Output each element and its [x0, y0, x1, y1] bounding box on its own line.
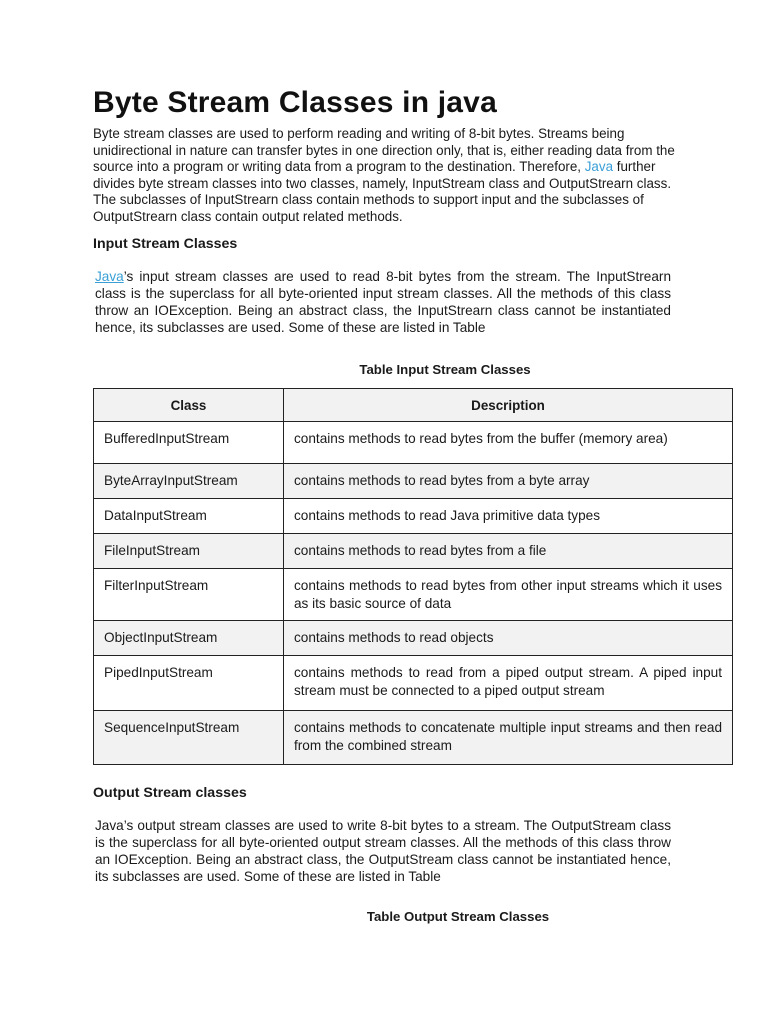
- table-row: [94, 499, 733, 534]
- description-cell: contains methods to read bytes from other input streams which it uses as its basic source of data: [284, 569, 733, 621]
- table-row: [94, 464, 733, 499]
- class-cell: SequenceInputStream: [94, 711, 284, 765]
- intro-text-start: Byte stream classes are used to perform reading and writing of 8-bit bytes. Streams being unidirectional in nature can transfer bytes in one direction only, that is, either reading data from the source into a program or writing data from a program to the destination. Therefore,: [93, 126, 675, 175]
- class-cell: FileInputStream: [94, 534, 284, 569]
- class-cell: ObjectInputStream: [94, 621, 284, 656]
- input-stream-table: [93, 388, 733, 765]
- output-table-caption: Table Output Stream Classes: [366, 909, 550, 924]
- table-header-row: [94, 389, 733, 422]
- page-title: Byte Stream Classes in java: [93, 86, 497, 119]
- table-row: [94, 621, 733, 656]
- output-paragraph: Java’s output stream classes are used to write 8-bit bytes to a stream. The OutputStream class is the superclass for all byte-oriented output stream classes. All the methods of this class throw an IOException. Being an abstract class, the OutputStream class cannot be instantiated hence, its subclasses are used. Some of these are listed in Table: [95, 818, 671, 884]
- description-cell: contains methods to read objects: [284, 621, 733, 656]
- class-cell: FilterInputStream: [94, 569, 284, 621]
- description-cell: contains methods to read bytes from a byte array: [284, 464, 733, 499]
- class-cell: DataInputStream: [94, 499, 284, 534]
- java-link[interactable]: Java: [584, 159, 614, 175]
- input-paragraph: [95, 268, 671, 336]
- intro-paragraph: [93, 126, 685, 226]
- table-row: [94, 711, 733, 765]
- output-section-heading: Output Stream classes: [93, 785, 247, 801]
- input-section-heading: Input Stream Classes: [93, 236, 238, 252]
- intro-text-end: further divides byte stream classes into two classes, namely, InputStream class and OutputStrearn class. The subclasses of InputStrearn class contain methods to support input and the subclasses of OutputStrearn class contain output related methods.: [93, 159, 672, 224]
- description-cell: contains methods to read Java primitive data types: [284, 499, 733, 534]
- description-cell: contains methods to read from a piped output stream. A piped input stream must be connected to a piped output stream: [284, 656, 733, 711]
- table-row: [94, 656, 733, 711]
- description-cell: contains methods to read bytes from the buffer (memory area): [284, 422, 733, 464]
- java-link[interactable]: Java: [95, 269, 124, 284]
- class-cell: PipedInputStream: [94, 656, 284, 711]
- table-row: [94, 534, 733, 569]
- input-table-caption: Table Input Stream Classes: [359, 362, 531, 377]
- input-paragraph-text: ’s input stream classes are used to read 8-bit bytes from the stream. The InputStrearn class is the superclass for all byte-oriented input stream classes. All the methods of this class throw an IOException. Being an abstract class, the InputStrearn class cannot be instantiated hence, its subclasses are used. Some of these are listed in Table: [95, 269, 671, 335]
- description-cell: contains methods to read bytes from a file: [284, 534, 733, 569]
- class-cell: ByteArrayInputStream: [94, 464, 284, 499]
- table-row: [94, 569, 733, 621]
- table-row: [94, 422, 733, 464]
- header-description: Description: [284, 389, 733, 422]
- header-class: Class: [94, 389, 284, 422]
- class-cell: BufferedInputStream: [94, 422, 284, 464]
- description-cell: contains methods to concatenate multiple input streams and then read from the combined stream: [284, 711, 733, 765]
